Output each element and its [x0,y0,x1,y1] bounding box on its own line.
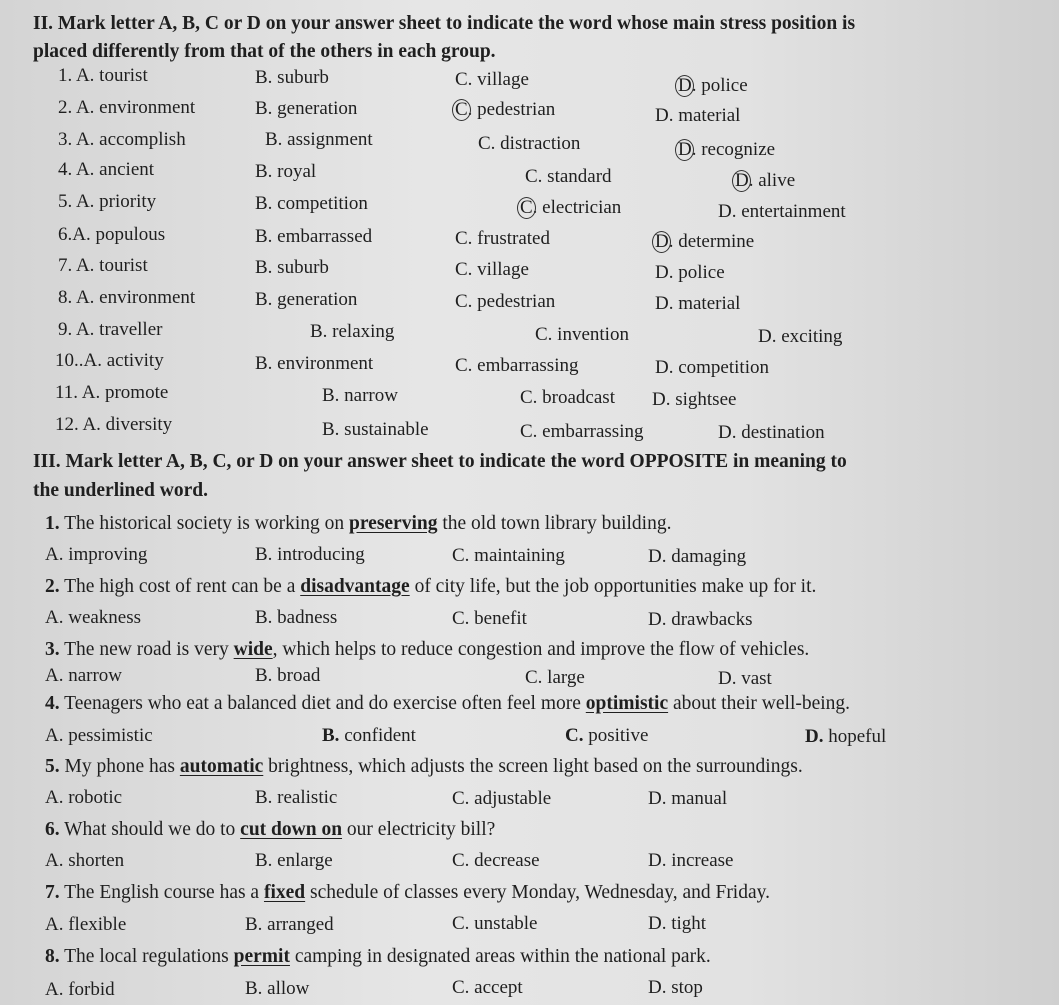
s2-q1-d: D. police [678,74,748,98]
s3-q8-c: C. accept [452,977,523,998]
s2-q5-b: B. competition [255,193,368,214]
s2-q8-a: 8. A. environment [58,287,196,308]
s2-q2-c: C. pedestrian [455,98,555,122]
s3-q8-b: B. allow [245,978,310,999]
s3-q7-c: C. unstable [452,913,538,934]
s3-q6-a: A. shorten [45,850,125,871]
s3-q6-b: B. enlarge [255,850,333,871]
s2-q11-d: D. sightsee [652,389,737,410]
s2-q9-a: 9. A. traveller [58,319,163,340]
s3-q2-d: D. drawbacks [648,609,753,630]
s2-q12-c: C. embarrassing [520,421,644,442]
section3-title-cont: the underlined word. [33,480,208,501]
s2-q6-d: D. determine [655,230,754,254]
s3-q4-c: C. positive [565,725,649,746]
s2-q4-a: 4. A. ancient [58,159,155,180]
s2-q7-d: D. police [655,262,725,283]
s3-q2-stem: 2. The high cost of rent can be a disadvantage of city life, but the job opportunities make up for it. [45,576,817,597]
s2-q11-c: C. broadcast [520,387,615,408]
s2-q2-d: D. material [655,105,741,126]
s3-q4-a: A. pessimistic [45,725,153,746]
underlined-word: automatic [179,756,264,777]
underlined-word: fixed [263,882,306,903]
s2-q9-c: C. invention [535,324,629,345]
answer-circle-mark [675,75,694,97]
s3-q1-d: D. damaging [648,546,747,567]
s3-q5-b: B. realistic [255,787,338,808]
answer-circle-mark [732,170,751,192]
s2-q6-b: B. embarrassed [255,226,373,247]
s2-q4-d: D. alive [735,169,795,193]
s3-q3-a: A. narrow [45,665,123,686]
s3-q1-b: B. introducing [255,544,365,565]
s3-q7-stem: 7. The English course has a fixed schedule of classes every Monday, Wednesday, and Friday. [45,882,770,903]
s2-q7-b: B. suburb [255,257,329,278]
s2-q2-a: 2. A. environment [58,97,196,118]
underlined-word: permit [233,946,290,967]
s2-q11-b: B. narrow [322,385,398,406]
underlined-word: cut down on [240,819,343,840]
section3-title: III. Mark letter A, B, C, or D on your answer sheet to indicate the word OPPOSITE in meaning to [33,451,847,472]
s2-q8-c: C. pedestrian [455,291,556,312]
s2-q3-a: 3. A. accomplish [58,129,186,150]
underlined-word: optimistic [585,693,669,714]
s2-q9-b: B. relaxing [310,321,395,342]
s2-q6-c: C. frustrated [455,228,550,249]
s2-q4-b: B. royal [255,161,317,182]
s3-q7-b: B. arranged [245,914,334,935]
s2-q1-b: B. suburb [255,67,329,88]
s2-q10-a: 10..A. activity [55,350,164,371]
s3-q1-stem: 1. The historical society is working on preserving the old town library building. [45,513,672,534]
s2-q3-b: B. assignment [265,129,373,150]
s2-q3-c: C. distraction [478,133,581,154]
s2-q1-c: C. village [455,69,529,90]
s3-q2-a: A. weakness [45,607,142,628]
underlined-word: disadvantage [300,576,410,597]
s3-q6-c: C. decrease [452,850,540,871]
s3-q7-a: A. flexible [45,914,127,935]
answer-circle-mark [517,197,536,219]
section2-title: II. Mark letter A, B, C or D on your answer sheet to indicate the word whose main stress position is [33,13,856,34]
s3-q8-stem: 8. The local regulations permit camping in designated areas within the national park. [45,946,711,967]
s2-q7-c: C. village [455,259,529,280]
s2-q10-d: D. competition [655,357,769,378]
s2-q9-d: D. exciting [758,326,843,347]
underlined-word: wide [233,639,273,660]
s2-q4-c: C. standard [525,166,612,187]
s3-q3-stem: 3. The new road is very wide, which helps to reduce congestion and improve the flow of vehicles. [45,639,810,660]
s3-q4-stem: 4. Teenagers who eat a balanced diet and do exercise often feel more optimistic about their well-being. [45,693,851,714]
s3-q1-a: A. improving [45,544,148,565]
s3-q3-c: C. large [525,667,585,688]
s3-q3-d: D. vast [718,668,772,689]
s3-q6-stem: 6. What should we do to cut down on our electricity bill? [45,819,496,840]
s2-q2-b: B. generation [255,98,358,119]
s2-q10-c: C. embarrassing [455,355,579,376]
s3-q2-c: C. benefit [452,608,527,629]
s2-q5-a: 5. A. priority [58,191,157,212]
s2-q10-b: B. environment [255,353,374,374]
s2-q12-a: 12. A. diversity [55,414,173,435]
answer-circle-mark [675,139,694,161]
s3-q3-b: B. broad [255,665,321,686]
s3-q1-c: C. maintaining [452,545,565,566]
s2-q8-b: B. generation [255,289,358,310]
underlined-word: preserving [349,513,438,534]
s2-q3-d: D. recognize [678,138,775,162]
s3-q8-a: A. forbid [45,979,115,1000]
s3-q8-d: D. stop [648,977,703,998]
s3-q5-c: C. adjustable [452,788,552,809]
s3-q6-d: D. increase [648,850,734,871]
s3-q2-b: B. badness [255,607,338,628]
s2-q12-d: D. destination [718,422,825,443]
s3-q7-d: D. tight [648,913,707,934]
s3-q5-stem: 5. My phone has automatic brightness, which adjusts the screen light based on the surroundings. [45,756,803,777]
s2-q5-d: D. entertainment [718,201,846,222]
answer-circle-mark [452,99,471,121]
s3-q4-b: B. confident [322,725,416,746]
section2-title-cont: placed differently from that of the others in each group. [33,41,496,62]
s2-q11-a: 11. A. promote [55,382,169,403]
s3-q5-a: A. robotic [45,787,123,808]
s2-q12-b: B. sustainable [322,419,429,440]
s3-q4-d: D. hopeful [805,726,887,747]
answer-circle-mark [652,231,671,253]
s2-q1-a: 1. A. tourist [58,65,148,86]
s2-q8-d: D. material [655,293,741,314]
s3-q5-d: D. manual [648,788,728,809]
s2-q5-c: C. electrician [520,196,621,220]
s2-q6-a: 6.A. populous [58,224,166,245]
s2-q7-a: 7. A. tourist [58,255,148,276]
